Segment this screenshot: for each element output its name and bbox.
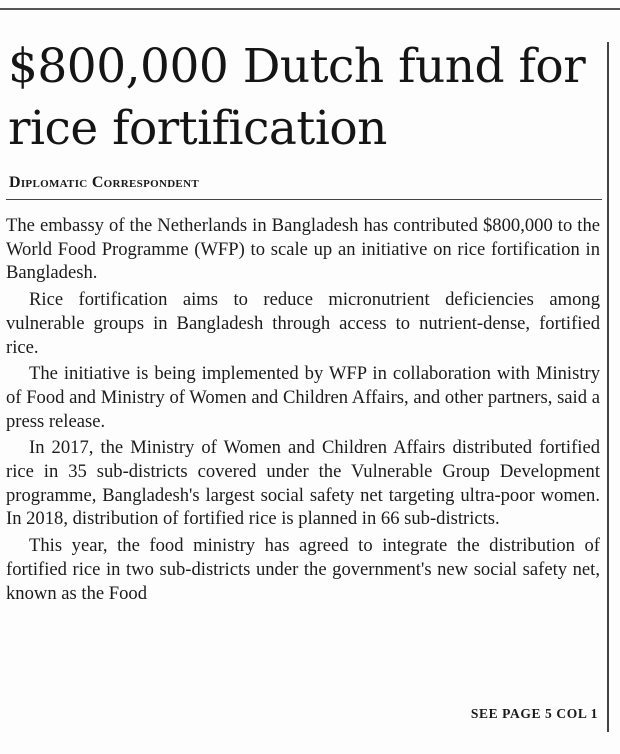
paragraph: This year, the food ministry has agreed to integrate the distribution of fortified rice in two sub-districts under the government's new social safety net, known as the Food bbox=[6, 535, 600, 604]
byline-rule bbox=[6, 199, 602, 200]
paragraph: The initiative is being implemented by WFP in collaboration with Ministry of Food and Ministry of Women and Children Affairs, and other partners, said a press release. bbox=[6, 363, 600, 432]
continuation-note: SEE PAGE 5 COL 1 bbox=[470, 706, 598, 721]
article-body bbox=[6, 214, 600, 608]
column-rule bbox=[607, 42, 609, 732]
paragraph: In 2017, the Ministry of Women and Children Affairs distributed fortified rice in 35 sub-districts covered under the Vulnerable Group Development programme, Bangladesh's largest social safety net targeting ultra-poor women. In 2018, distribution of fortified rice is planned in 66 sub-districts. bbox=[6, 437, 600, 530]
byline: Diplomatic Correspondent bbox=[9, 174, 199, 191]
paragraph: The embassy of the Netherlands in Bangladesh has contributed $800,000 to the World Food Programme (WFP) to scale up an initiative on rice fortification in Bangladesh. bbox=[6, 215, 600, 284]
top-rule bbox=[0, 8, 620, 10]
headline: $800,000 Dutch fund for rice fortification bbox=[8, 39, 586, 156]
paragraph: Rice fortification aims to reduce micronutrient deficiencies among vulnerable groups in Bangladesh through access to nutrient-dense, fortified rice. bbox=[6, 289, 600, 358]
